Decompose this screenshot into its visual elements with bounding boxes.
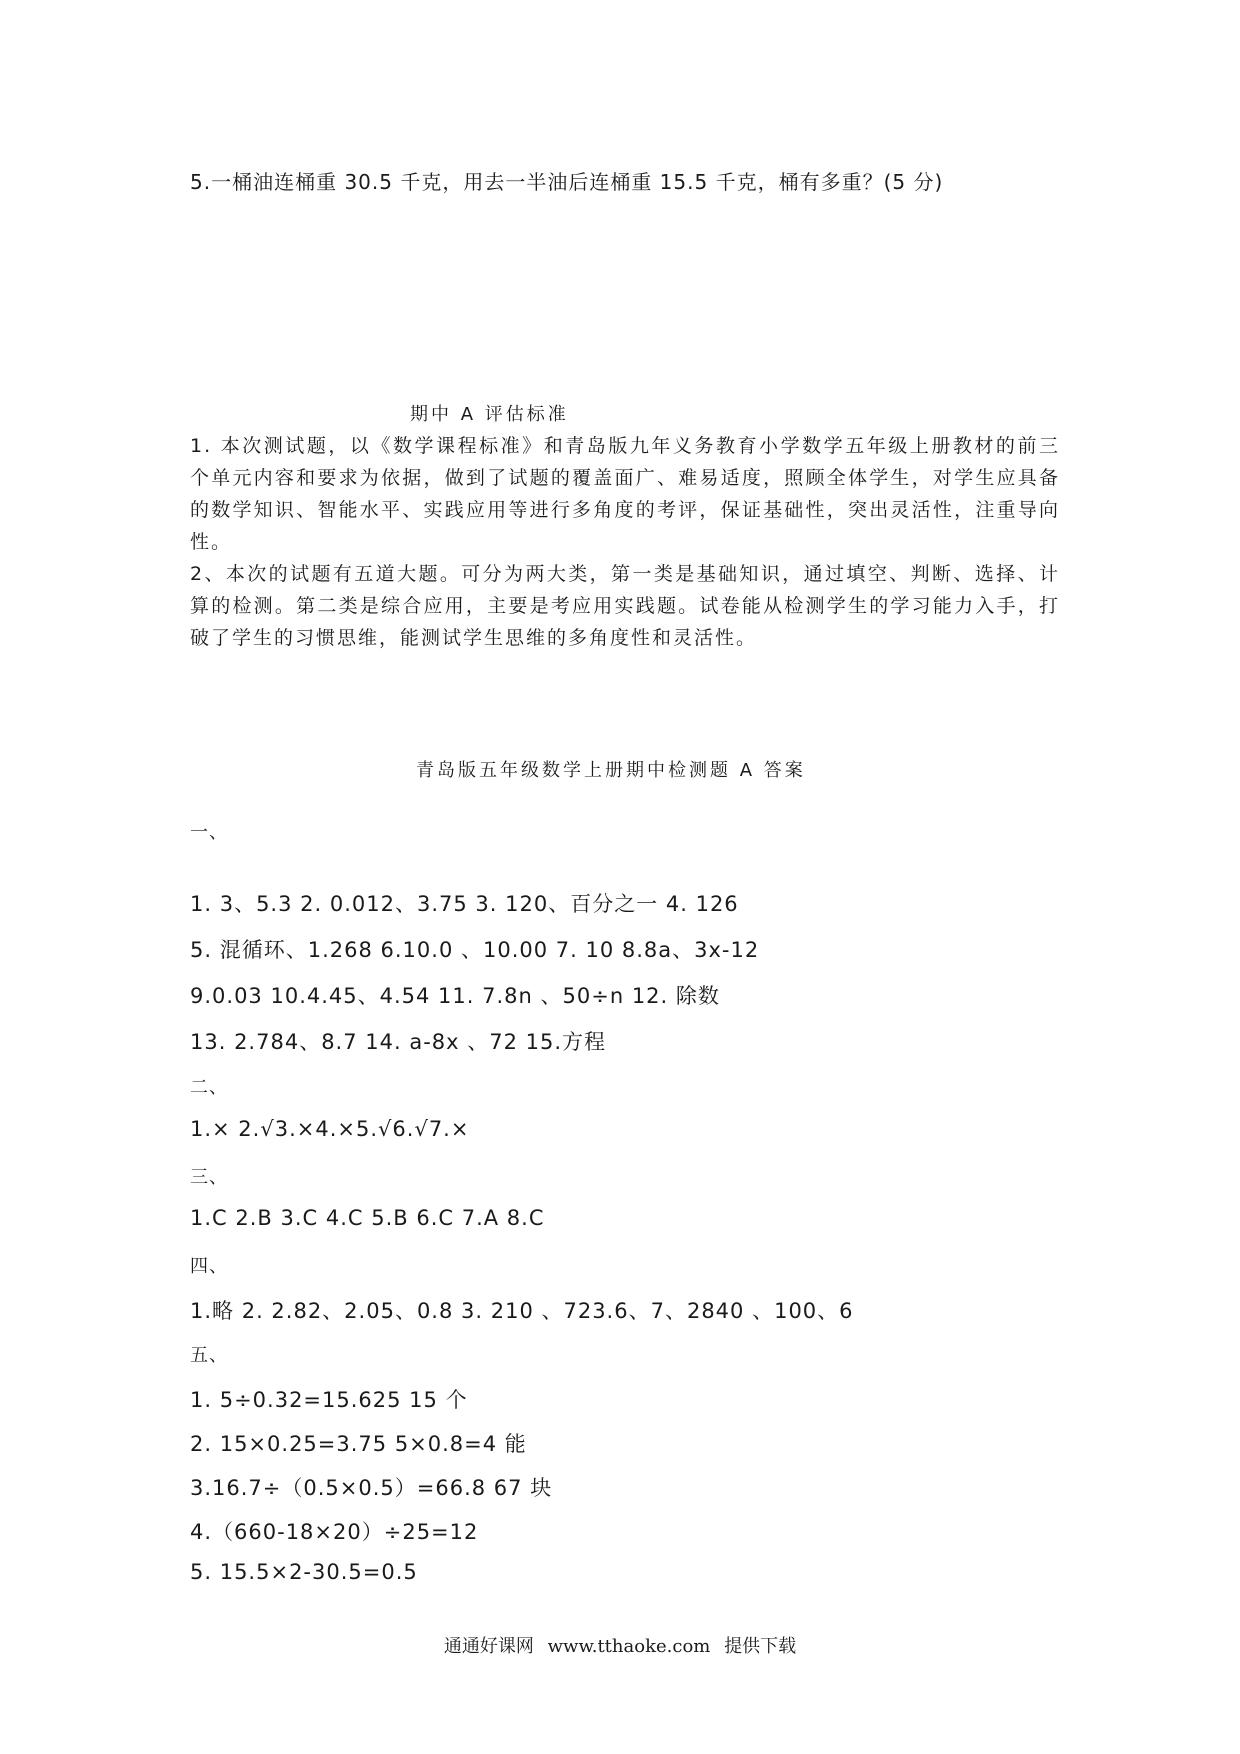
standard-title: 期中 A 评估标准 (410, 404, 569, 425)
answer-line: 5. 15.5×2-30.5=0.5 (190, 1560, 418, 1584)
standard-paragraph-1: 1. 本次测试题，以《数学课程标准》和青岛版九年义务教育小学数学五年级上册教材的前三个单元内容和要求为依据，做到了试题的覆盖面广、难易适度，照顾全体学生，对学生应具备的数学知识、智能水平、实践应用等进行多角度的考评，保证基础性，突出灵活性，注重导向性。 (190, 435, 1060, 553)
section-2-heading: 二、 (190, 1077, 228, 1098)
answer-line: 1. 3、5.3 2. 0.012、3.75 3. 120、百分之一 4. 126 (190, 892, 739, 916)
answer-line: 4.（660-18×20）÷25=12 (190, 1520, 479, 1544)
answer-line: 1.略 2. 2.82、2.05、0.8 3. 210 、723.6、7、2840 、100、6 (190, 1299, 854, 1323)
question-5: 5.一桶油连桶重 30.5 千克，用去一半油后连桶重 15.5 千克，桶有多重？(5 分) (190, 170, 944, 194)
footer-tail-text: 提供下载 (724, 1636, 797, 1657)
answer-line: 13. 2.784、8.7 14. a-8x 、72 15.方程 (190, 1030, 607, 1054)
answer-line: 9.0.03 10.4.45、4.54 11. 7.8n 、50÷n 12. 除数 (190, 984, 720, 1008)
section-4-heading: 四、 (190, 1256, 228, 1277)
footer-site-name: 通通好课网 (443, 1636, 534, 1657)
section-5-heading: 五、 (190, 1345, 228, 1366)
section-3-heading: 三、 (190, 1167, 228, 1188)
answer-line: 3.16.7÷（0.5×0.5）=66.8 67 块 (190, 1476, 553, 1500)
answers-title: 青岛版五年级数学上册期中检测题 A 答案 (416, 760, 806, 781)
answer-line: 1. 5÷0.32=15.625 15 个 (190, 1388, 468, 1412)
answer-line: 5. 混循环、1.268 6.10.0 、10.00 7. 10 8.8a、3x-12 (190, 938, 760, 962)
standard-paragraph-2: 2、本次的试题有五道大题。可分为两大类，第一类是基础知识，通过填空、判断、选择、计算的检测。第二类是综合应用，主要是考应用实践题。试卷能从检测学生的学习能力入手，打破了学生的习惯思维，能测试学生思维的多角度性和灵活性。 (190, 563, 1060, 649)
footer-url-link[interactable]: www.tthaoke.com (547, 1636, 711, 1657)
section-1-heading: 一、 (190, 822, 228, 843)
answer-line: 1.C 2.B 3.C 4.C 5.B 6.C 7.A 8.C (190, 1206, 545, 1230)
footer (0, 1632, 1240, 1658)
answer-line: 1.× 2.√3.×4.×5.√6.√7.× (190, 1117, 470, 1141)
answer-line: 2. 15×0.25=3.75 5×0.8=4 能 (190, 1432, 527, 1456)
